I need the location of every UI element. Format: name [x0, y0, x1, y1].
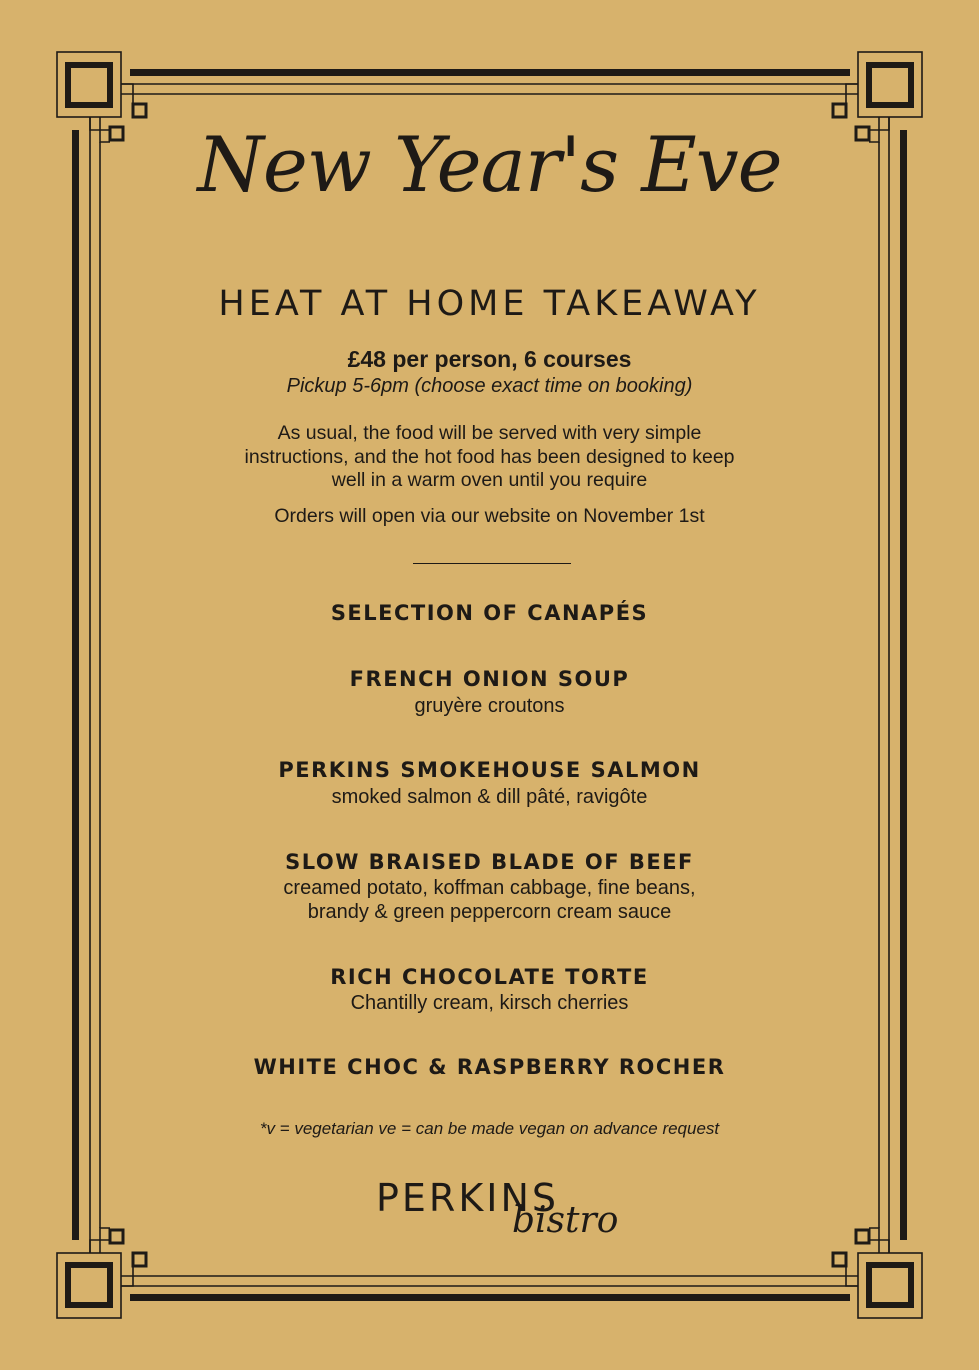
- subtitle: HEAT AT HOME TAKEAWAY: [218, 284, 761, 324]
- intro-line: As usual, the food will be served with very simple: [277, 422, 702, 444]
- logo-bistro: bistro: [512, 1200, 619, 1241]
- divider: [413, 563, 571, 564]
- intro-line: instructions, and the hot food has been designed to keep: [244, 445, 735, 468]
- page-title: New Year's Eve: [197, 120, 782, 209]
- course-name: SELECTION OF CANAPÉS: [330, 601, 649, 625]
- price: £48 per person, 6 courses: [347, 346, 632, 372]
- course-name: FRENCH ONION SOUP: [349, 667, 630, 691]
- course-name: PERKINS SMOKEHOUSE SALMON: [278, 758, 701, 782]
- orders-info: Orders will open via our website on November 1st: [274, 505, 705, 527]
- dietary-note: *v = vegetarian ve = can be made vegan on advance request: [259, 1119, 720, 1138]
- intro-line: well in a warm oven until you require: [331, 469, 648, 491]
- course-desc: [0, 876, 979, 924]
- course-desc: Chantilly cream, kirsch cherries: [350, 992, 629, 1014]
- course-name: WHITE CHOC & RASPBERRY ROCHER: [253, 1055, 726, 1079]
- logo-perkins: PERKINS: [375, 1176, 559, 1220]
- course-desc: smoked salmon & dill pâté, ravigôte: [331, 786, 648, 808]
- course-name: RICH CHOCOLATE TORTE: [330, 965, 649, 989]
- course-desc: gruyère croutons: [414, 695, 565, 717]
- course-name: SLOW BRAISED BLADE OF BEEF: [285, 850, 694, 874]
- intro-text: [0, 422, 979, 493]
- course-desc-line: brandy & green peppercorn cream sauce: [307, 901, 672, 923]
- pickup-time: Pickup 5-6pm (choose exact time on booking): [286, 375, 693, 397]
- course-desc-line: creamed potato, koffman cabbage, fine beans,: [283, 877, 696, 899]
